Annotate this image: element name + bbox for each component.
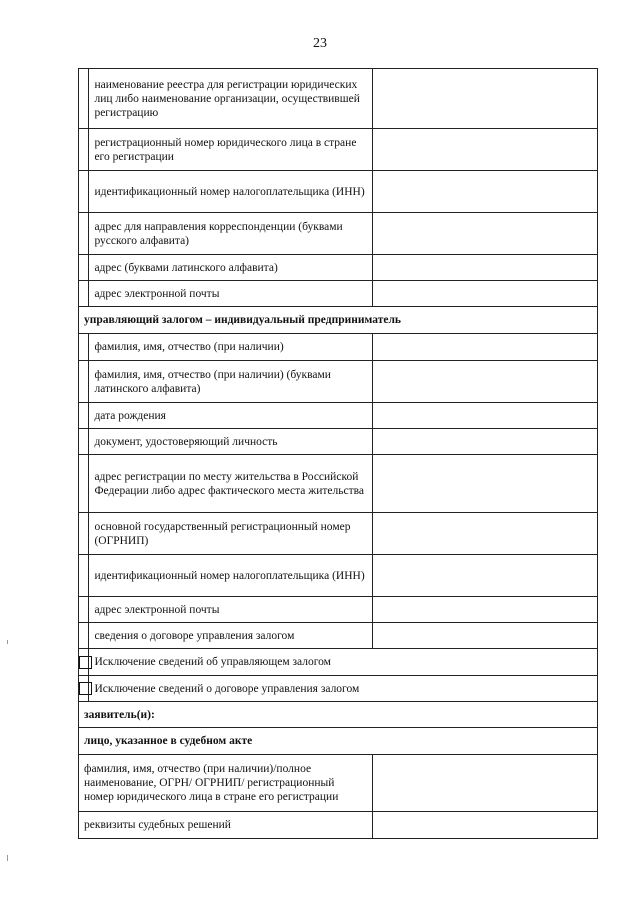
indent-cell [79, 403, 89, 429]
section-header-row [79, 702, 598, 728]
section-header-court: лицо, указанное в судебном акте [79, 728, 598, 755]
section-header-ip: управляющий залогом – индивидуальный предприниматель [79, 307, 598, 334]
table-row [79, 455, 598, 513]
field-label: фамилия, имя, отчество (при наличии) (буквами латинского алфавита) [89, 361, 373, 403]
field-value[interactable] [373, 755, 598, 812]
field-label: адрес электронной почты [89, 281, 373, 307]
field-value[interactable] [373, 429, 598, 455]
scan-mark [7, 640, 8, 644]
field-label: основной государственный регистрационный номер (ОГРНИП) [89, 513, 373, 555]
field-value[interactable] [373, 555, 598, 597]
exclusion-contract-label: Исключение сведений о договоре управления залогом [89, 676, 598, 702]
table-row [79, 403, 598, 429]
field-value[interactable] [373, 129, 598, 171]
indent-cell [79, 429, 89, 455]
field-label: адрес электронной почты [89, 597, 373, 623]
section-header-row [79, 728, 598, 755]
table-row [79, 513, 598, 555]
field-value[interactable] [373, 812, 598, 839]
checkbox-cell[interactable] [79, 649, 89, 676]
field-label: идентификационный номер налогоплательщика (ИНН) [89, 171, 373, 213]
field-label: фамилия, имя, отчество (при наличии)/полное наименование, ОГРН/ ОГРНИП/ регистрационный номер юридического лица в стране его регистрации [79, 755, 373, 812]
indent-cell [79, 597, 89, 623]
field-value[interactable] [373, 597, 598, 623]
field-value[interactable] [373, 513, 598, 555]
page-number: 23 [313, 36, 327, 51]
field-label: адрес для направления корреспонденции (буквами русского алфавита) [89, 213, 373, 255]
field-label: фамилия, имя, отчество (при наличии) [89, 334, 373, 361]
field-value[interactable] [373, 213, 598, 255]
field-value[interactable] [373, 623, 598, 649]
indent-cell [79, 361, 89, 403]
field-label: реквизиты судебных решений [79, 812, 373, 839]
table-row [79, 812, 598, 839]
field-label: адрес (буквами латинского алфавита) [89, 255, 373, 281]
indent-cell [79, 255, 89, 281]
checkbox-cell[interactable] [79, 676, 89, 702]
exclusion-row [79, 676, 598, 702]
table-row [79, 281, 598, 307]
field-label: документ, удостоверяющий личность [89, 429, 373, 455]
table-row [79, 255, 598, 281]
indent-cell [79, 281, 89, 307]
table-row [79, 213, 598, 255]
indent-cell [79, 455, 89, 513]
field-value[interactable] [373, 281, 598, 307]
indent-cell [79, 213, 89, 255]
scan-mark [7, 855, 8, 861]
table-row [79, 597, 598, 623]
field-value[interactable] [373, 255, 598, 281]
field-value[interactable] [373, 361, 598, 403]
table-row [79, 334, 598, 361]
exclusion-row [79, 649, 598, 676]
section-header-applicants: заявитель(и): [79, 702, 598, 728]
table-row [79, 69, 598, 129]
field-label: регистрационный номер юридического лица в стране его регистрации [89, 129, 373, 171]
field-value[interactable] [373, 334, 598, 361]
field-value[interactable] [373, 69, 598, 129]
field-label: дата рождения [89, 403, 373, 429]
field-label: сведения о договоре управления залогом [89, 623, 373, 649]
form-table [78, 68, 598, 839]
indent-cell [79, 334, 89, 361]
field-value[interactable] [373, 403, 598, 429]
indent-cell [79, 171, 89, 213]
indent-cell [79, 513, 89, 555]
table-row [79, 129, 598, 171]
table-row [79, 429, 598, 455]
field-label: адрес регистрации по месту жительства в Российской Федерации либо адрес фактического места жительства [89, 455, 373, 513]
indent-cell [79, 555, 89, 597]
indent-cell [79, 69, 89, 129]
field-value[interactable] [373, 171, 598, 213]
table-row [79, 361, 598, 403]
table-row [79, 623, 598, 649]
section-header-row [79, 307, 598, 334]
field-label: наименование реестра для регистрации юридических лиц либо наименование организации, осуществившей регистрацию [89, 69, 373, 129]
exclusion-manager-label: Исключение сведений об управляющем залогом [89, 649, 598, 676]
table-row [79, 171, 598, 213]
indent-cell [79, 623, 89, 649]
field-label: идентификационный номер налогоплательщика (ИНН) [89, 555, 373, 597]
table-row [79, 755, 598, 812]
indent-cell [79, 129, 89, 171]
table-row [79, 555, 598, 597]
field-value[interactable] [373, 455, 598, 513]
